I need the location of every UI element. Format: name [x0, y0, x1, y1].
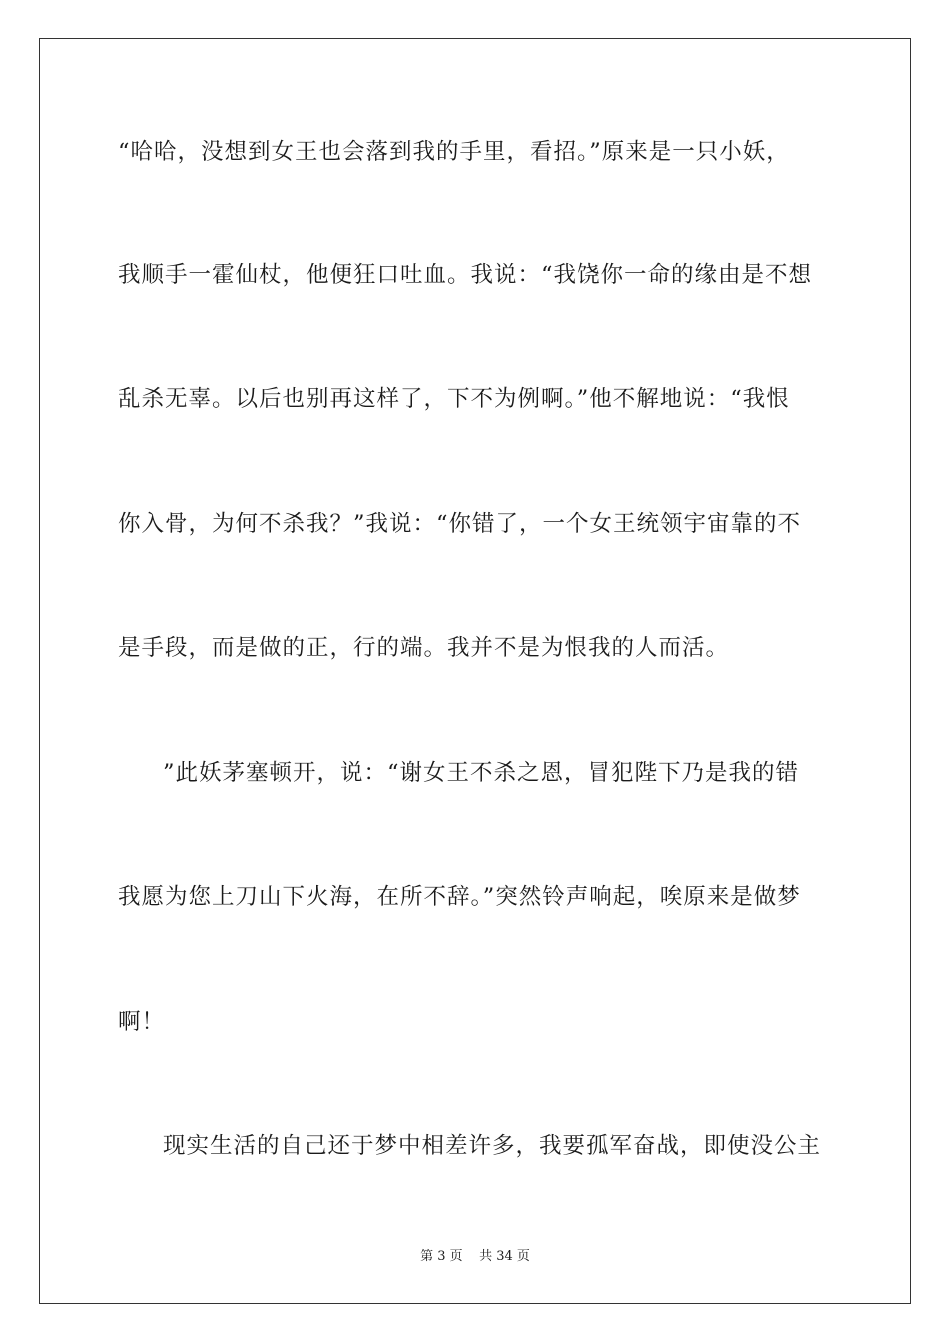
page-footer: 第 3 页 共 34 页	[420, 1249, 530, 1264]
text-line-1: “哈哈，没想到女王也会落到我的手里，看招。”原来是一只小妖，	[118, 139, 790, 165]
text-line-5: 是手段，而是做的正，行的端。我并不是为恨我的人而活。	[118, 635, 730, 661]
text-line-7: 我愿为您上刀山下火海，在所不辞。”突然铃声响起，唉原来是做梦	[118, 884, 801, 910]
page-border	[39, 38, 911, 1304]
text-line-4: 你入骨，为何不杀我？”我说：“你错了，一个女王统领宇宙靠的不	[118, 511, 802, 537]
text-line-2: 我顺手一霍仙杖，他便狂口吐血。我说：“我饶你一命的缘由是不想	[118, 262, 813, 288]
text-line-6: ”此妖茅塞顿开，说：“谢女王不杀之恩，冒犯陛下乃是我的错	[163, 760, 800, 786]
text-line-9: 现实生活的自己还于梦中相差许多，我要孤军奋战，即使没公主	[163, 1133, 822, 1159]
text-line-3: 乱杀无辜。以后也别再这样了，下不为例啊。”他不解地说：“我恨	[118, 386, 790, 412]
text-line-8: 啊！	[118, 1009, 166, 1035]
